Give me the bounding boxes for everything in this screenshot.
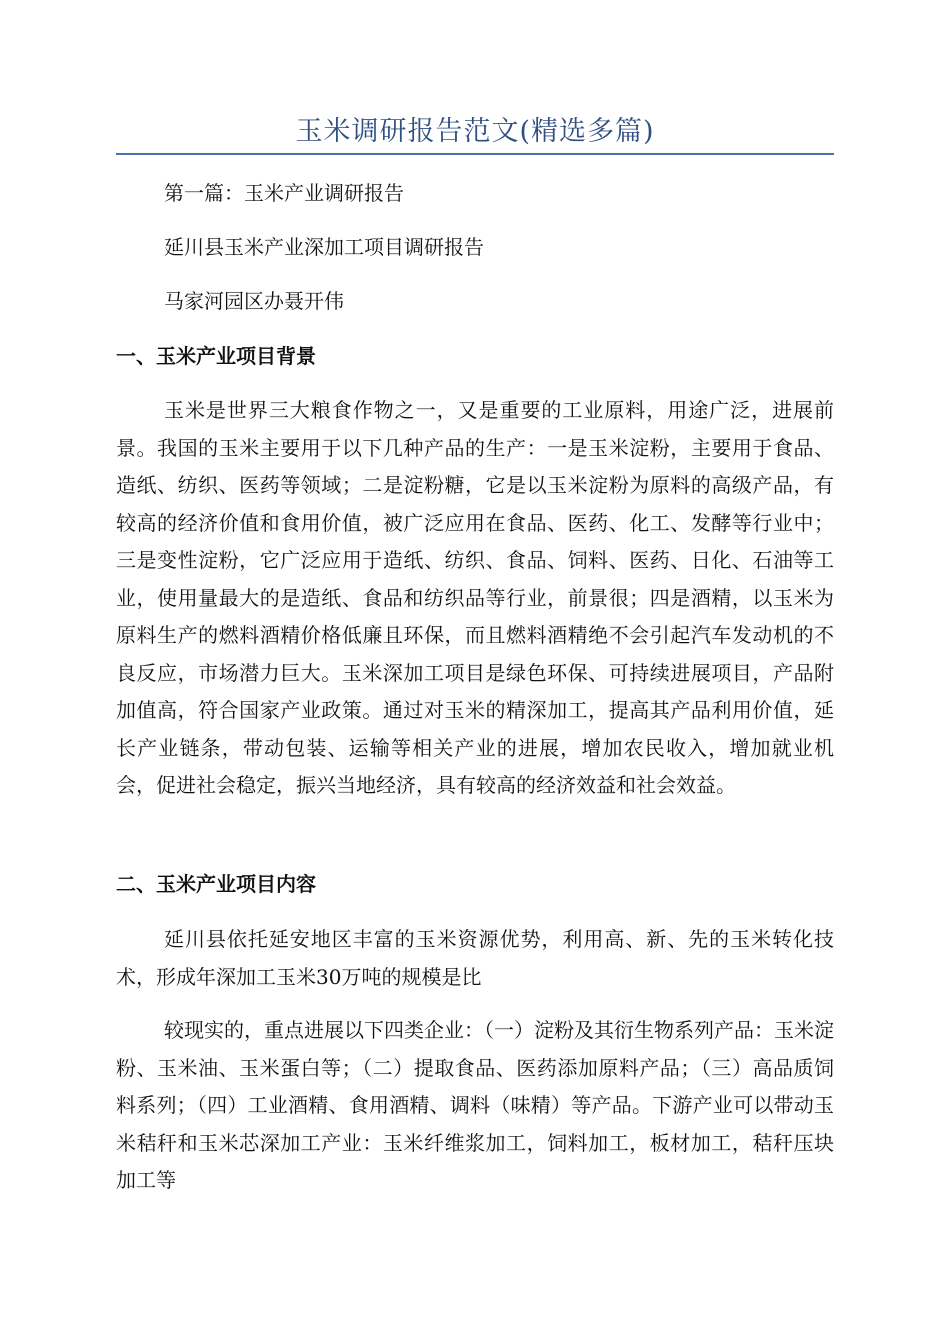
section-heading-content: 二、玉米产业项目内容 xyxy=(116,872,316,896)
report-title: 延川县玉米产业深加工项目调研报告 xyxy=(164,235,484,259)
section-heading-background: 一、玉米产业项目背景 xyxy=(116,344,316,368)
title-underline xyxy=(116,153,834,155)
document-title: 玉米调研报告范文(精选多篇) xyxy=(295,116,655,147)
section-body-content-1: 延川县依托延安地区丰富的玉米资源优势，利用高、新、先的玉米转化技术，形成年深加工玉米30万吨的规模是比 xyxy=(116,927,834,989)
section-body-background: 玉米是世界三大粮食作物之一，又是重要的工业原料，用途广泛，进展前景。我国的玉米主要用于以下几种产品的生产：一是玉米淀粉，主要用于食品、造纸、纺织、医药等领域；二是淀粉糖，它是以玉米淀粉为原料的高级产品，有较高的经济价值和食用价值，被广泛应用在食品、医药、化工、发酵等行业中；三是变性淀粉，它广泛应用于造纸、纺织、食品、饲料、医药、日化、石油等工业，使用量最大的是造纸、食品和纺织品等行业，前景很；四是酒精，以玉米为原料生产的燃料酒精价格低廉且环保，而且燃料酒精绝不会引起汽车发动机的不良反应，市场潜力巨大。玉米深加工项目是绿色环保、可持续进展项目，产品附加值高，符合国家产业政策。通过对玉米的精深加工，提高其产品利用价值，延长产业链条，带动包装、运输等相关产业的进展，增加农民收入，增加就业机会，促进社会稳定，振兴当地经济，具有较高的经济效益和社会效益。 xyxy=(116,398,834,797)
chapter-title: 第一篇：玉米产业调研报告 xyxy=(164,181,404,205)
author-line: 马家河园区办聂开伟 xyxy=(164,289,344,313)
section-body-content-2: 较现实的，重点进展以下四类企业：（一）淀粉及其衍生物系列产品：玉米淀粉、玉米油、玉米蛋白等；（二）提取食品、医药添加原料产品；（三）高品质饲料系列；（四）工业酒精、食用酒精、调料（味精）等产品。下游产业可以带动玉米秸秆和玉米芯深加工产业：玉米纤维浆加工，饲料加工，板材加工，秸秆压块加工等 xyxy=(116,1018,834,1192)
